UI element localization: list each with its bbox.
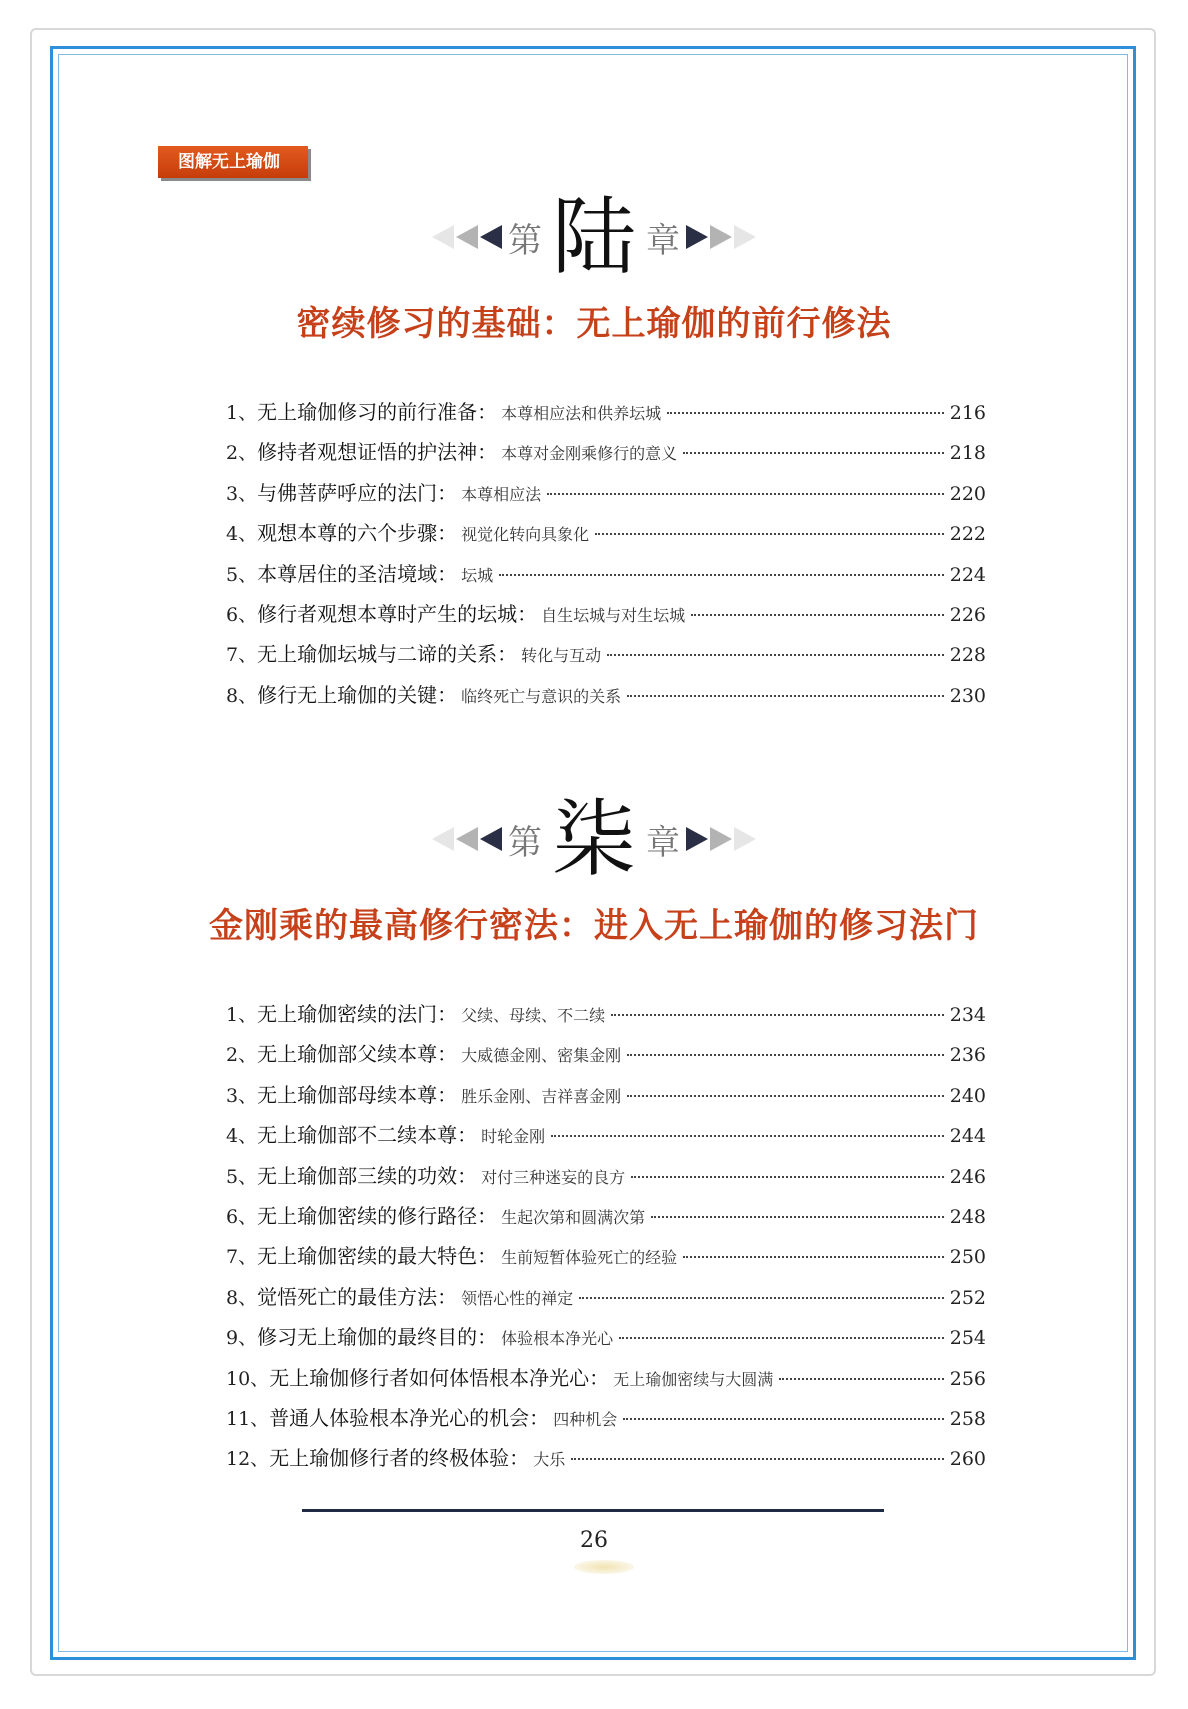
entry-subtitle: 无上瑜伽密续与大圆满 (613, 1369, 774, 1389)
entry-title: 普通人体验根本净光心的机会： (269, 1405, 550, 1430)
entry-subtitle: 生前短暂体验死亡的经验 (501, 1248, 678, 1268)
entry-page-number: 228 (949, 644, 986, 667)
chapter-label-prefix: 第 (507, 822, 542, 863)
entry-title: 无上瑜伽修习的前行准备： (257, 400, 498, 424)
entry-page-number: 244 (949, 1125, 986, 1148)
entry-page-number: 218 (949, 442, 986, 465)
toc-list (226, 998, 986, 1483)
entry-number: 1、 (226, 1004, 258, 1026)
chapter-numeral: 柒 (551, 790, 636, 888)
entry-title: 无上瑜伽部不二续本尊： (257, 1123, 478, 1148)
entry-title: 无上瑜伽密续的法门： (257, 1002, 458, 1026)
entry-subtitle: 四种机会 (553, 1409, 618, 1429)
toc-entry[interactable] (226, 1200, 986, 1240)
dot-leader (627, 695, 944, 697)
right-arrows-icon (686, 827, 756, 851)
entry-page-number: 224 (949, 563, 986, 586)
entry-title: 修习无上瑜伽的最终目的： (257, 1325, 498, 1350)
dot-leader (499, 574, 944, 576)
entry-title: 无上瑜伽坛城与二谛的关系： (257, 642, 518, 667)
entry-title: 与佛菩萨呼应的法门： (257, 480, 458, 505)
entry-number: 2、 (226, 1044, 258, 1067)
entry-title: 无上瑜伽部父续本尊： (257, 1042, 458, 1067)
entry-page-number: 258 (949, 1407, 986, 1430)
entry-number: 9、 (226, 1327, 258, 1350)
dot-leader (631, 1176, 944, 1178)
entry-number: 8、 (226, 1286, 258, 1309)
entry-title: 修持者观想证悟的护法神： (257, 440, 498, 465)
chapter-label-prefix: 第 (507, 220, 542, 261)
toc-entry[interactable] (226, 558, 986, 598)
entry-subtitle: 本尊相应法和供养坛城 (501, 404, 662, 423)
left-arrows-icon (432, 225, 502, 249)
entry-number: 5、 (226, 1165, 258, 1188)
dot-leader (683, 1256, 944, 1258)
entry-page-number: 216 (949, 402, 986, 424)
dot-leader (627, 1054, 944, 1056)
entry-page-number: 226 (949, 603, 986, 626)
toc-entry[interactable] (226, 638, 986, 678)
entry-page-number: 246 (949, 1165, 986, 1188)
entry-number: 1、 (226, 402, 258, 424)
toc-entry[interactable] (226, 477, 986, 517)
entry-number: 2、 (226, 442, 258, 465)
entry-page-number: 236 (949, 1044, 986, 1067)
chapter-label-suffix: 章 (646, 220, 680, 261)
entry-number: 3、 (226, 1084, 258, 1107)
chapter-label-suffix: 章 (646, 822, 680, 863)
entry-title: 无上瑜伽密续的修行路径： (257, 1203, 498, 1228)
entry-title: 无上瑜伽修行者如何体悟根本净光心： (269, 1365, 610, 1390)
entry-page-number: 248 (949, 1205, 986, 1228)
footer-rule (302, 1509, 884, 1512)
entry-number: 6、 (226, 1205, 258, 1228)
entry-title: 无上瑜伽部三续的功效： (257, 1163, 478, 1188)
entry-subtitle: 生起次第和圆满次第 (501, 1207, 646, 1227)
page-number-ornament (574, 1560, 634, 1574)
entry-subtitle: 转化与互动 (521, 646, 602, 666)
entry-number: 4、 (226, 523, 258, 546)
toc-entry[interactable] (226, 396, 986, 436)
entry-number: 7、 (226, 1246, 258, 1269)
chapter-heading (0, 188, 1188, 286)
entry-title: 无上瑜伽密续的最大特色： (257, 1244, 498, 1269)
entry-number: 12、 (226, 1448, 270, 1471)
dot-leader (691, 614, 944, 616)
entry-title: 观想本尊的六个步骤： (257, 521, 458, 546)
entry-title: 无上瑜伽修行者的终极体验： (269, 1446, 530, 1471)
entry-title: 无上瑜伽部母续本尊： (257, 1082, 458, 1107)
entry-number: 5、 (226, 563, 258, 586)
entry-subtitle: 本尊对金刚乘修行的意义 (501, 444, 678, 464)
toc-entry[interactable] (226, 598, 986, 638)
toc-entry[interactable] (226, 1362, 986, 1402)
entry-number: 8、 (226, 684, 258, 707)
entry-subtitle: 体验根本净光心 (501, 1329, 614, 1349)
entry-title: 觉悟死亡的最佳方法： (257, 1284, 458, 1309)
toc-entry[interactable] (226, 679, 986, 719)
toc-list (226, 396, 986, 719)
toc-entry[interactable] (226, 1079, 986, 1119)
entry-subtitle: 临终死亡与意识的关系 (461, 686, 622, 706)
entry-subtitle: 坛城 (461, 565, 494, 585)
entry-number: 3、 (226, 482, 258, 505)
toc-entry[interactable] (226, 1442, 986, 1482)
dot-leader (595, 533, 944, 535)
entry-subtitle: 对付三种迷妄的良方 (481, 1167, 626, 1187)
dot-leader (547, 493, 944, 495)
toc-entry[interactable] (226, 1402, 986, 1442)
toc-entry[interactable] (226, 517, 986, 557)
chapter-heading (0, 790, 1188, 888)
entry-number: 11、 (226, 1407, 270, 1430)
dot-leader (607, 654, 944, 656)
entry-title: 修行者观想本尊时产生的坛城： (257, 601, 538, 626)
toc-entry[interactable] (226, 1160, 986, 1200)
left-arrows-icon (432, 827, 502, 851)
dot-leader (623, 1418, 944, 1420)
entry-subtitle: 本尊相应法 (461, 484, 542, 504)
dot-leader (683, 452, 944, 454)
dot-leader (667, 412, 944, 414)
dot-leader (611, 1014, 944, 1016)
chapter-title: 金刚乘的最高修行密法：进入无上瑜伽的修习法门 (209, 906, 979, 946)
entry-title: 修行无上瑜伽的关键： (257, 682, 458, 707)
dot-leader (571, 1458, 944, 1460)
dot-leader (627, 1095, 944, 1097)
toc-entry[interactable] (226, 436, 986, 476)
entry-number: 6、 (226, 603, 258, 626)
entry-subtitle: 胜乐金刚、吉祥喜金刚 (461, 1086, 622, 1106)
toc-entry[interactable] (226, 1240, 986, 1280)
entry-subtitle: 大威德金刚、密集金刚 (461, 1046, 622, 1066)
entry-number: 4、 (226, 1125, 258, 1148)
toc-entry[interactable] (226, 1038, 986, 1078)
dot-leader (779, 1378, 944, 1380)
entry-page-number: 230 (949, 684, 986, 707)
entry-number: 7、 (226, 644, 258, 667)
entry-page-number: 250 (949, 1246, 986, 1269)
entry-subtitle: 视觉化转向具象化 (461, 525, 590, 545)
entry-subtitle: 时轮金刚 (481, 1127, 546, 1147)
chapter-title: 密续修习的基础：无上瑜伽的前行修法 (296, 304, 892, 344)
entry-page-number: 252 (949, 1286, 986, 1309)
toc-entry[interactable] (226, 998, 986, 1038)
toc-entry[interactable] (226, 1281, 986, 1321)
entry-subtitle: 自生坛城与对生坛城 (541, 605, 686, 625)
entry-page-number: 256 (949, 1367, 986, 1390)
entry-subtitle: 大乐 (533, 1450, 566, 1470)
dot-leader (619, 1337, 944, 1339)
entry-subtitle: 父续、母续、不二续 (461, 1006, 606, 1025)
toc-entry[interactable] (226, 1321, 986, 1361)
entry-page-number: 220 (949, 482, 986, 505)
entry-page-number: 222 (949, 523, 986, 546)
book-title-tag: 图解无上瑜伽 (158, 146, 308, 178)
dot-leader (579, 1297, 944, 1299)
entry-subtitle: 领悟心性的禅定 (461, 1288, 574, 1308)
dot-leader (551, 1135, 944, 1137)
entry-page-number: 260 (949, 1448, 986, 1471)
chapter-numeral: 陆 (551, 188, 636, 286)
toc-entry[interactable] (226, 1119, 986, 1159)
right-arrows-icon (686, 225, 756, 249)
entry-title: 本尊居住的圣洁境域： (257, 561, 458, 586)
page-number: 26 (580, 1528, 608, 1553)
dot-leader (651, 1216, 944, 1218)
entry-number: 10、 (226, 1367, 270, 1390)
entry-page-number: 240 (949, 1084, 986, 1107)
entry-page-number: 254 (949, 1327, 986, 1350)
entry-page-number: 234 (949, 1004, 986, 1026)
